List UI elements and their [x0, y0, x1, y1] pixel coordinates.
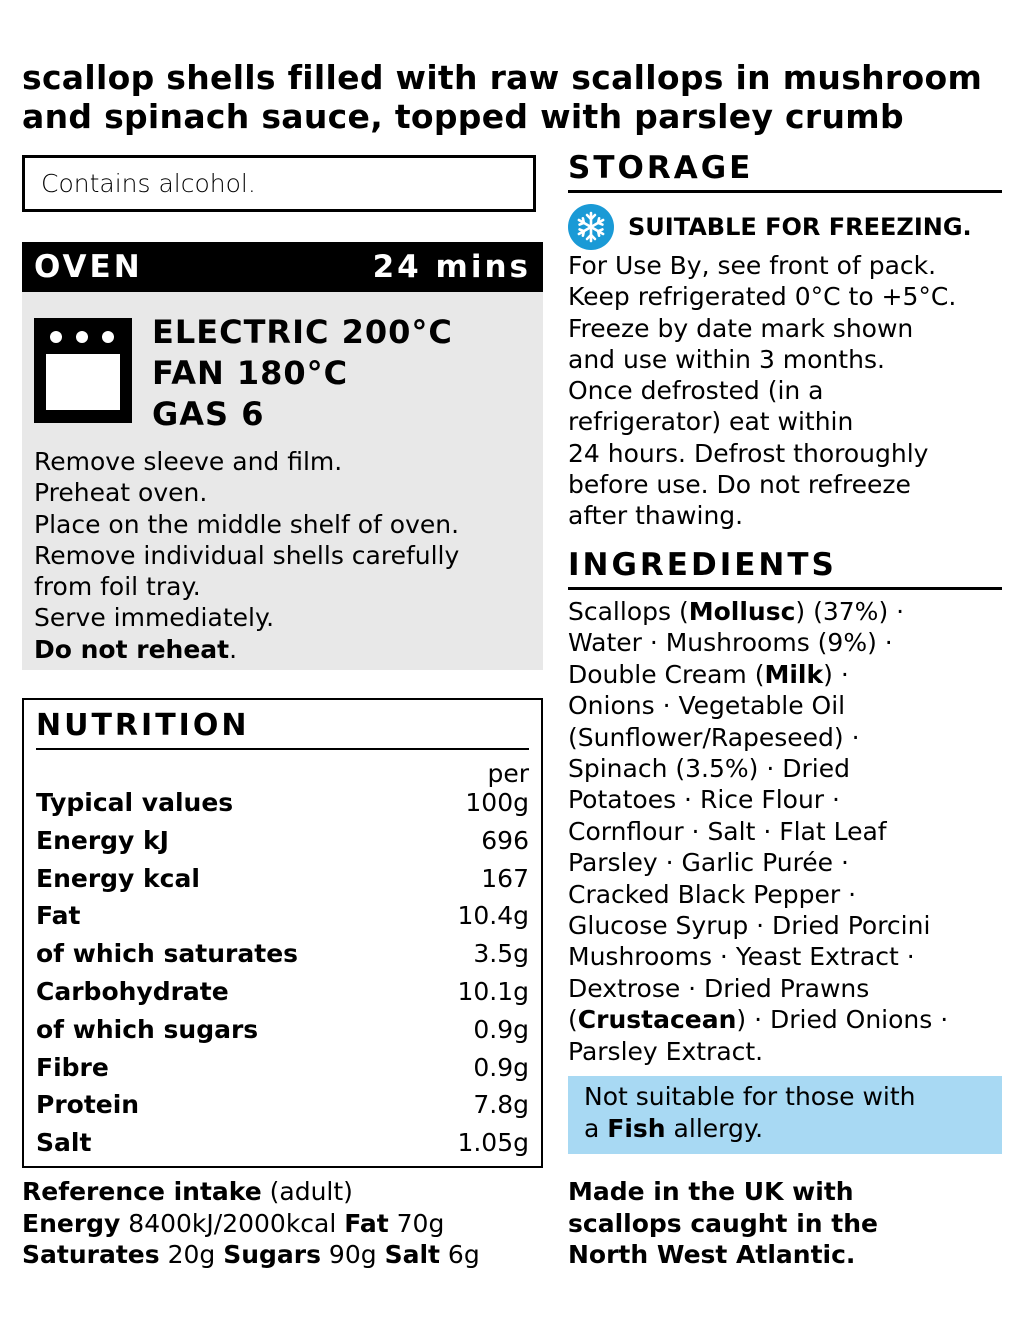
ref-fat-label: Fat: [344, 1208, 389, 1238]
ingredient-line: (Sunflower/Rapeseed) ·: [568, 722, 860, 752]
row-label: Protein: [36, 1090, 140, 1120]
ingredient-line: Cracked Black Pepper ·: [568, 879, 857, 909]
title-line: and spinach sauce, topped with parsley crumb: [22, 97, 904, 136]
ingredient-text: Double Cream (: [568, 659, 765, 689]
allergy-text: allergy.: [665, 1114, 764, 1143]
ingredient-text: Scallops (: [568, 597, 689, 626]
instruction-line: Place on the middle shelf of oven.: [34, 509, 460, 539]
punctuation: .: [229, 634, 238, 664]
nutrition-heading: NUTRITION: [36, 700, 529, 750]
ref-energy-value: 8400kJ/2000kcal: [120, 1208, 345, 1238]
row-value: 0.9g: [473, 1014, 529, 1044]
nutrition-table: [22, 698, 543, 1168]
row-value: 10.4g: [457, 901, 529, 931]
oven-panel: [22, 242, 543, 670]
ref-fat-value: 70g: [388, 1208, 445, 1238]
row-value: 696: [481, 825, 529, 855]
row-label: Salt: [36, 1128, 92, 1158]
allergen-mollusc: Mollusc: [688, 597, 796, 626]
allergy-line: [584, 1113, 986, 1145]
alcohol-notice: [22, 155, 536, 212]
row-value: 0.9g: [473, 1052, 529, 1082]
row-label: of which saturates: [36, 939, 299, 969]
allergy-warning: [568, 1076, 1002, 1154]
ref-salt-value: 6g: [439, 1240, 480, 1269]
row-value: 1.05g: [457, 1128, 529, 1158]
ingredient-line: Onions · Vegetable Oil: [568, 691, 846, 721]
ingredient-line: Water · Mushrooms (9%) ·: [568, 628, 893, 658]
row-value: 167: [481, 863, 529, 893]
storage-heading: STORAGE: [568, 150, 1002, 193]
row-label: Energy kJ: [36, 825, 169, 855]
ref-sugars-label: Sugars: [223, 1240, 321, 1269]
row-value: 100g: [465, 788, 529, 817]
ref-saturates-value: 20g: [159, 1240, 224, 1269]
storage-line: 24 hours. Defrost thoroughly: [568, 438, 929, 468]
ingredient-line: [568, 1004, 1008, 1035]
ingredient-line: [568, 596, 1008, 627]
allergy-line: Not suitable for those with: [584, 1082, 916, 1111]
ingredient-line: Mushrooms · Yeast Extract ·: [568, 942, 915, 972]
allergen-crustacean: Crustacean: [577, 1005, 737, 1035]
ingredient-line: [568, 659, 1008, 690]
row-label: Carbohydrate: [36, 976, 229, 1006]
ingredient-text: ) · Dried Onions ·: [736, 1005, 949, 1035]
table-row: [24, 1049, 541, 1087]
table-row: [24, 1124, 541, 1162]
ingredient-line: Dextrose · Dried Prawns: [568, 973, 870, 1003]
ingredient-line: Potatoes · Rice Flour ·: [568, 785, 840, 815]
ingredients-list: [568, 596, 1008, 1067]
ingredient-text: (: [568, 1005, 578, 1035]
instruction-line: [34, 634, 539, 665]
table-row: [24, 784, 541, 822]
row-value: 10.1g: [457, 976, 529, 1006]
ingredient-text: ) (37%) ·: [795, 597, 905, 626]
storage-instructions: [568, 250, 1008, 532]
row-value: 3.5g: [473, 939, 529, 969]
temp-gas: GAS 6: [152, 395, 265, 433]
do-not-reheat: Do not reheat: [34, 634, 230, 664]
reference-intake: [22, 1176, 542, 1271]
ingredient-line: Cornflour · Salt · Flat Leaf: [568, 816, 887, 846]
ref-heading: Reference intake: [22, 1177, 262, 1206]
oven-time: 24 mins: [372, 249, 531, 285]
storage-line: Keep refrigerated 0°C to +5°C.: [568, 282, 957, 312]
oven-icon: [34, 318, 132, 423]
ingredient-line: Glucose Syrup · Dried Porcini: [568, 911, 931, 941]
storage-line: Freeze by date mark shown: [568, 313, 914, 343]
ingredients-heading: INGREDIENTS: [568, 547, 1002, 590]
allergen-milk: Milk: [764, 659, 824, 689]
instruction-line: Remove sleeve and film.: [34, 447, 343, 476]
instruction-line: Remove individual shells carefully: [34, 540, 460, 570]
ingredient-text: ) ·: [823, 659, 849, 689]
title-line: scallop shells filled with raw scallops in mushroom: [22, 58, 983, 97]
table-row: [24, 860, 541, 898]
storage-line: before use. Do not refreeze: [568, 470, 911, 500]
ingredient-line: Parsley · Garlic Purée ·: [568, 848, 849, 878]
origin-line: Made in the UK with: [568, 1177, 854, 1206]
allergy-text: a: [584, 1114, 608, 1143]
row-value: 7.8g: [473, 1090, 529, 1120]
instruction-line: from foil tray.: [34, 572, 201, 602]
origin-statement: [568, 1176, 1008, 1271]
per-label: per: [487, 759, 529, 788]
row-label: Fibre: [36, 1052, 109, 1082]
table-row: [24, 822, 541, 860]
storage-line: Once defrosted (in a: [568, 376, 824, 406]
row-label: Fat: [36, 901, 81, 931]
row-label: Typical values: [36, 788, 234, 817]
oven-header: [22, 242, 543, 292]
origin-line: North West Atlantic.: [568, 1240, 856, 1269]
ref-salt-label: Salt: [384, 1240, 440, 1269]
table-row: [24, 935, 541, 973]
instruction-line: Preheat oven.: [34, 478, 208, 508]
ref-sugars-value: 90g: [320, 1240, 385, 1269]
oven-temperatures: [152, 312, 453, 435]
ingredient-line: Spinach (3.5%) · Dried: [568, 754, 850, 784]
ingredient-line: Parsley Extract.: [568, 1036, 764, 1066]
freeze-badge: [568, 204, 1008, 250]
ref-qualifier: (adult): [261, 1177, 353, 1206]
temp-electric: ELECTRIC 200°C: [152, 313, 453, 351]
table-row: [24, 1086, 541, 1124]
product-title: [22, 58, 1002, 136]
allergen-fish: Fish: [607, 1114, 666, 1143]
table-row: [24, 897, 541, 935]
ref-line: [22, 1239, 542, 1271]
ref-line: [22, 1176, 542, 1208]
table-row: [24, 1011, 541, 1049]
alcohol-text: Contains alcohol.: [41, 169, 256, 198]
ref-energy-label: Energy: [22, 1208, 121, 1238]
table-row: [24, 973, 541, 1011]
snowflake-icon: [568, 204, 614, 250]
temp-fan: FAN 180°C: [152, 354, 349, 392]
instruction-line: Serve immediately.: [34, 603, 275, 633]
storage-line: and use within 3 months.: [568, 344, 885, 374]
row-label: of which sugars: [36, 1014, 259, 1044]
oven-label: OVEN: [34, 249, 143, 285]
origin-line: scallops caught in the: [568, 1208, 878, 1238]
row-label: Energy kcal: [36, 863, 200, 893]
ref-line: [22, 1208, 542, 1240]
oven-instructions: [34, 446, 539, 665]
freeze-label: SUITABLE FOR FREEZING.: [628, 213, 972, 241]
ref-saturates-label: Saturates: [22, 1240, 160, 1269]
storage-line: For Use By, see front of pack.: [568, 251, 937, 280]
storage-line: after thawing.: [568, 501, 744, 531]
storage-line: refrigerator) eat within: [568, 407, 854, 437]
